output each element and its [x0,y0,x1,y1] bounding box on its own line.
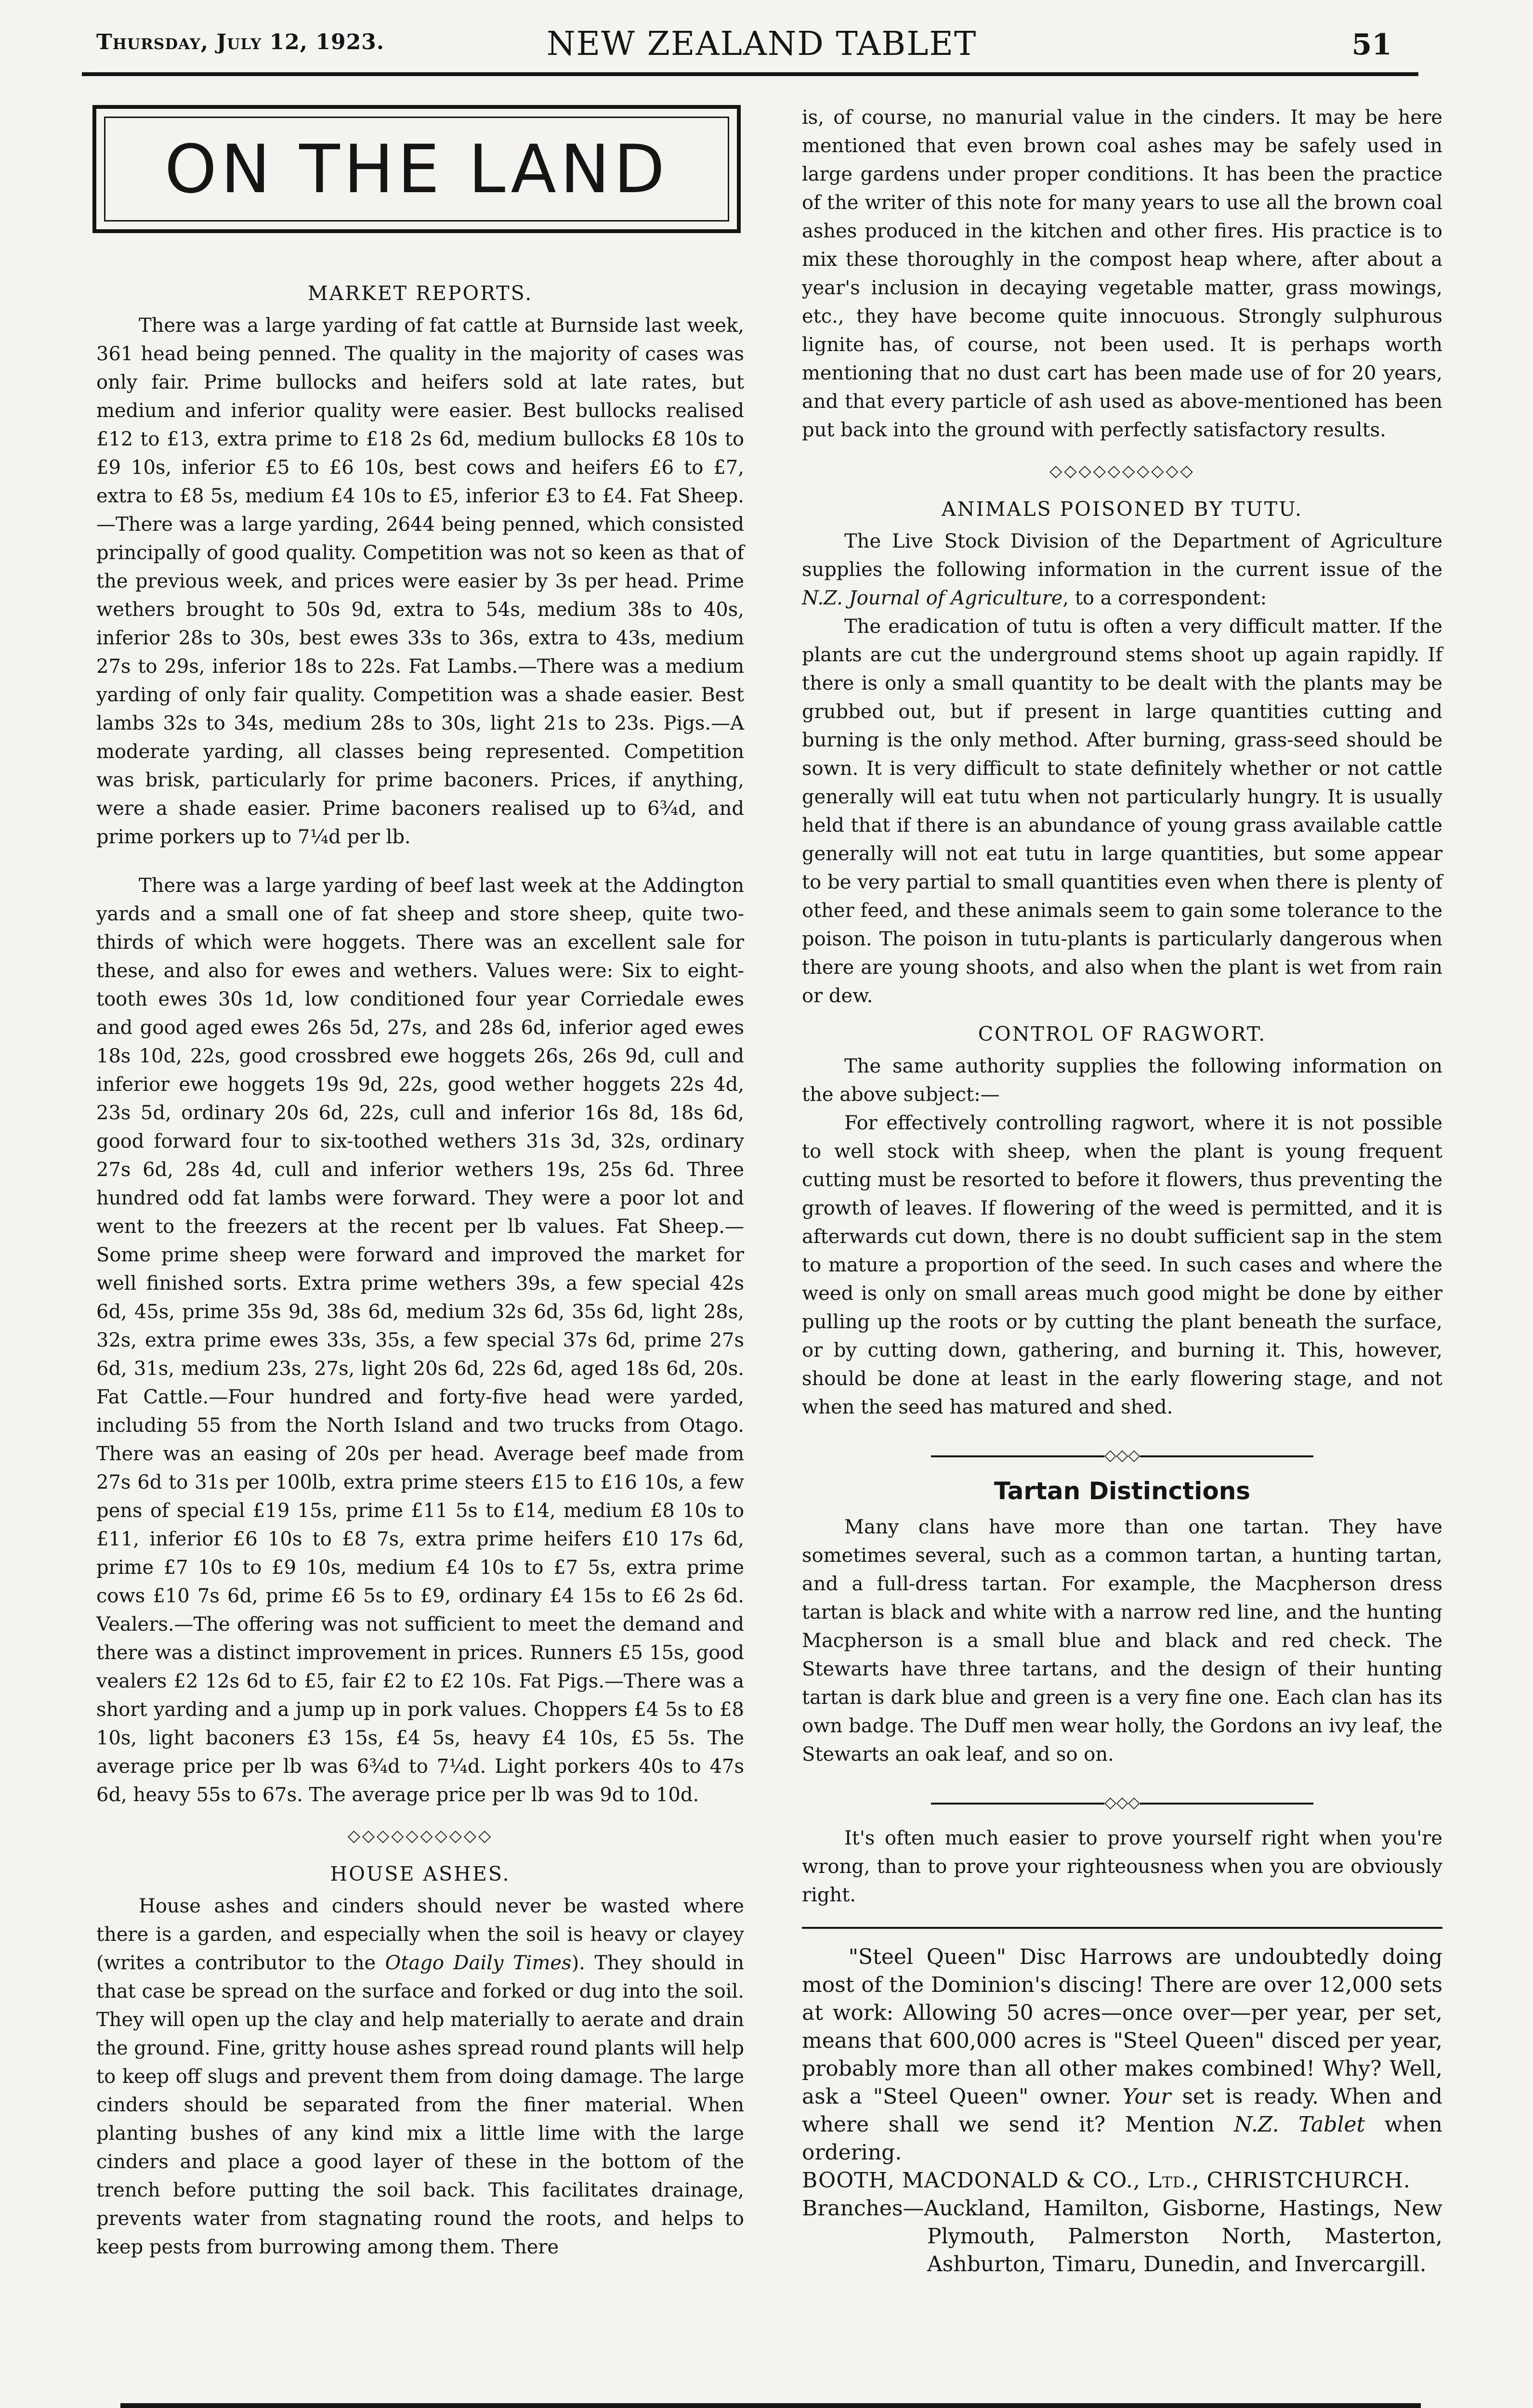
steel-queen-advertisement [802,1927,1442,2278]
banner-title: ON THE LAND [164,130,669,208]
quip-paragraph: It's often much easier to prove yourself right when you're wrong, than to prove your righteousness when you are obviously right. [802,1827,1442,1906]
issue-date: Thursday, July 12, 1923. [96,30,385,54]
page-header [96,19,1397,72]
ad-text: "Steel Queen" Disc Harrows are undoubtedly doing most of the Dominion's discing! There are over 12,000 sets at work: Allowing 50 acres—once over—per year, per set, means that 600,000 acres is "Steel Queen" disced per year, probably more than all other makes combined! Why? Well, ask a "Steel Queen" owner. [802,1945,1442,2109]
house-ashes-paragraph [96,1892,744,2262]
advertiser-name: BOOTH, MACDONALD & CO., Ltd., CHRISTCHURCH. [802,2168,1411,2193]
ad-emphasis: N.Z. Tablet [1234,2112,1365,2137]
tutu-paragraph [802,527,1442,613]
divider [802,1788,1442,1817]
ragwort-paragraph: The same authority supplies the following information on the above subject:— [802,1055,1442,1106]
house-ashes-continued: is, of course, no manurial value in the cinders. It may be here mentioned that even brown coal ashes may be safely used in large gardens under proper conditions. It has been the practice of the writer of this note for many years to use all the brown coal ashes produced in the kitchen and other fires. His practice is to mix these thoroughly in the compost heap where, after about a year's inclusion in decaying vegetable matter, grass mowings, etc., they have become quite innocuous. Strongly sulphurous lignite has, of course, not been used. It is perhaps worth mentioning that no dust cart has been made use of for 20 years, and that every particle of ash used as above-mentioned has been put back into the ground with perfectly satisfactory results. [802,106,1442,441]
ad-text: set is ready. When and where shall we send it? Mention [802,2084,1442,2137]
market-report-paragraph: There was a large yarding of fat cattle at Burnside last week, 361 head being penned. The quality in the majority of cases was only fair. Prime bullocks and heifers sold at late rates, but medium and inferior quality were easier. Best bullocks realised £12 to £13, extra prime to £18 2s 6d, medium bullocks £8 10s to £9 10s, inferior £5 to £6 10s, best cows and heifers £6 to £7, extra to £8 5s, medium £4 10s to £5, inferior £3 to £4. Fat Sheep.—There was a large yarding, 2644 being penned, which consisted principally of good quality. Competition was not so keen as that of the previous week, and prices were easier by 3s per head. Prime wethers brought to 50s 9d, extra to 54s, medium 38s to 40s, inferior 28s to 30s, best ewes 33s to 36s, extra to 43s, medium 27s to 29s, inferior 18s to 22s. Fat Lambs.—There was a medium yarding of only fair quality. Competition was a shade easier. Best lambs 32s to 34s, medium 28s to 30s, light 21s to 23s. Pigs.—A moderate yarding, all classes being represented. Competition was brisk, particularly for prime baconers. Prices, if anything, were a shade easier. Prime baconers realised up to 6¾d, and prime porkers up to 7¼d per lb. [96,314,744,848]
section-banner [92,105,741,233]
banner-inner-frame [104,117,729,222]
source-citation: Otago Daily Times [385,1952,572,1974]
page-number: 51 [1351,28,1392,62]
house-ashes-text: ). They should in that case be spread on the surface and forked or dug into the soil. They will open up the clay and help materially to aerate and drain the ground. Fine, gritty house ashes spread round plants will help to keep off slugs and prevent them from doing damage. The large cinders should be separated from the finer material. When planting bushes of any kind mix a little lime with the large cinders and place a good layer of these in the bottom of the trench before putting the soil back. This facilitates drainage, prevents water from stagnating round the roots, and helps to keep pests from burrowing among them. There [96,1952,744,2258]
section-ornament: ◇◇◇◇◇◇◇◇◇◇ [347,1826,493,1845]
tartan-heading: Tartan Distinctions [994,1477,1251,1505]
right-column [802,104,1442,2278]
header-rule [82,72,1418,76]
divider-ornament: ◇◇◇ [1104,1793,1140,1811]
house-ashes-heading: HOUSE ASHES. [330,1862,511,1885]
footer-rule [120,2403,1421,2408]
house-ashes-text: House ashes and cinders should never be wasted where there is a garden, and especially when the soil is heavy or clayey (writes a contributor to the [96,1895,744,1974]
tutu-paragraph: The eradication of tutu is often a very difficult matter. If the plants are cut the underground stems shoot up again rapidly. If there is only a small quantity to be dealt with the plants may be grubbed out, but if present in large quantities cutting and burning is the only method. After burning, grass-seed should be sown. It is very difficult to state definitely whether or not cattle generally will eat tutu when not particularly hungry. It is usually held that if there is an abundance of young grass available cattle generally will not eat tutu in large quantities, but some appear to be very partial to small quantities even when there is plenty of other feed, and these animals seem to gain some tolerance to the poison. The poison in tutu-plants is particularly dangerous when there are young shoots, and also when the plant is wet from rain or dew. [802,615,1442,1007]
tartan-paragraph: Many clans have more than one tartan. They have sometimes several, such as a common tartan, a hunting tartan, and a full-dress tartan. For example, the Macpherson dress tartan is black and white with a narrow red line, and the hunting Macpherson is a small blue and black and red check. The Stewarts have three tartans, and the design of their hunting tartan is dark blue and green is a very fine one. Each clan has its own badge. The Duff men wear holly, the Gordons an ivy leaf, the Stewarts an oak leaf, and so on. [802,1516,1442,1766]
market-report-paragraph: There was a large yarding of beef last week at the Addington yards and a small one of fat sheep and store sheep, quite two-thirds of which were hoggets. There was an excellent sale for these, and also for ewes and wethers. Values were: Six to eight-tooth ewes 30s 1d, low conditioned four year Corriedale ewes and good aged ewes 26s 5d, 27s, and 28s 6d, inferior aged ewes 18s 10d, 22s, good crossbred ewe hoggets 26s, 26s 9d, cull and inferior ewe hoggets 19s 9d, 22s, good wether hoggets 22s 4d, 23s 5d, ordinary 20s 6d, 22s, cull and inferior 16s 8d, 18s 6d, good forward four to six-toothed wethers 31s 3d, 32s, ordinary 27s 6d, 28s 4d, cull and inferior wethers 19s, 25s 6d. Three hundred odd fat lambs were forward. They were a poor lot and went to the freezers at the recent per lb values. Fat Sheep.—Some prime sheep were forward and improved the market for well finished sorts. Extra prime wethers 39s, a few special 42s 6d, 45s, prime 35s 9d, 38s 6d, medium 32s 6d, 35s 6d, light 28s, 32s, extra prime ewes 33s, 35s, a few special 37s 6d, prime 27s 6d, 31s, medium 23s, 27s, light 20s 6d, 22s 6d, aged 18s 6d, 20s. Fat Cattle.—Four hundred and forty-five head were yarded, including 55 from the North Island and two trucks from Otago. There was an easing of 20s per head. Average beef made from 27s 6d to 31s per 100lb, extra prime steers £15 to £16 10s, a few pens of special £19 15s, prime £11 5s to £14, medium £8 10s to £11, inferior £6 10s to £8 7s, extra prime heifers £10 17s 6d, prime £7 10s to £9 10s, medium £4 10s to £7 5s, extra prime cows £10 7s 6d, prime £6 5s to £9, ordinary £4 15s to £6 2s 6d. Vealers.—The offering was not sufficient to meet the demand and there was a distinct improvement in prices. Runners £5 15s, good vealers £2 12s 6d to £5, fair £2 to £2 10s. Fat Pigs.—There was a short yarding and a jump up in pork values. Choppers £4 5s to £8 10s, light baconers £3 15s, £4 5s, heavy £4 10s, £5 5s. The average price per lb was 6¾d to 7¼d. Light porkers 40s to 47s 6d, heavy 55s to 67s. The average price per lb was 9d to 10d. [96,875,744,1806]
publication-title: NEW ZEALAND TABLET [547,25,977,63]
ragwort-heading: CONTROL OF RAGWORT. [978,1022,1267,1046]
advertiser-branches: Branches—Auckland, Hamilton, Gisborne, Hastings, New Plymouth, Palmerston North, Masterton, Ashburton, Timaru, Dunedin, and Invercargill. [802,2196,1442,2277]
journal-citation: N.Z. Journal of Agriculture [802,587,1063,609]
ragwort-paragraph: For effectively controlling ragwort, where it is not possible to well stock with sheep, when the plant is young frequent cutting must be resorted to before it flowers, thus preventing the growth of leaves. If flowering of the weed is permitted, and it is afterwards cut down, there is no doubt sufficient sap in the stem to mature a proportion of the seed. In such cases and where the weed is only on small areas much good might be done by either pulling up the roots or by cutting the plant beneath the surface, or by cutting down, gathering, and burning it. This, however, should be done at least in the early flowering stage, and not when the seed has matured and shed. [802,1112,1442,1418]
ad-emphasis: Your [1122,2084,1171,2109]
ad-text: when ordering. [802,2112,1442,2165]
tutu-text: The Live Stock Division of the Department of Agriculture supplies the following information in the current issue of the [802,530,1442,581]
left-column [96,270,744,2262]
divider [802,1441,1442,1469]
tutu-heading: ANIMALS POISONED BY TUTU. [942,497,1303,521]
divider-ornament: ◇◇◇ [1104,1446,1140,1464]
section-ornament: ◇◇◇◇◇◇◇◇◇◇ [1049,461,1195,481]
market-reports-heading: MARKET REPORTS. [307,282,533,305]
advertisement-copy [802,1943,1442,2167]
tutu-text: , to a correspondent: [1062,587,1267,609]
paragraph-gap [96,851,744,872]
